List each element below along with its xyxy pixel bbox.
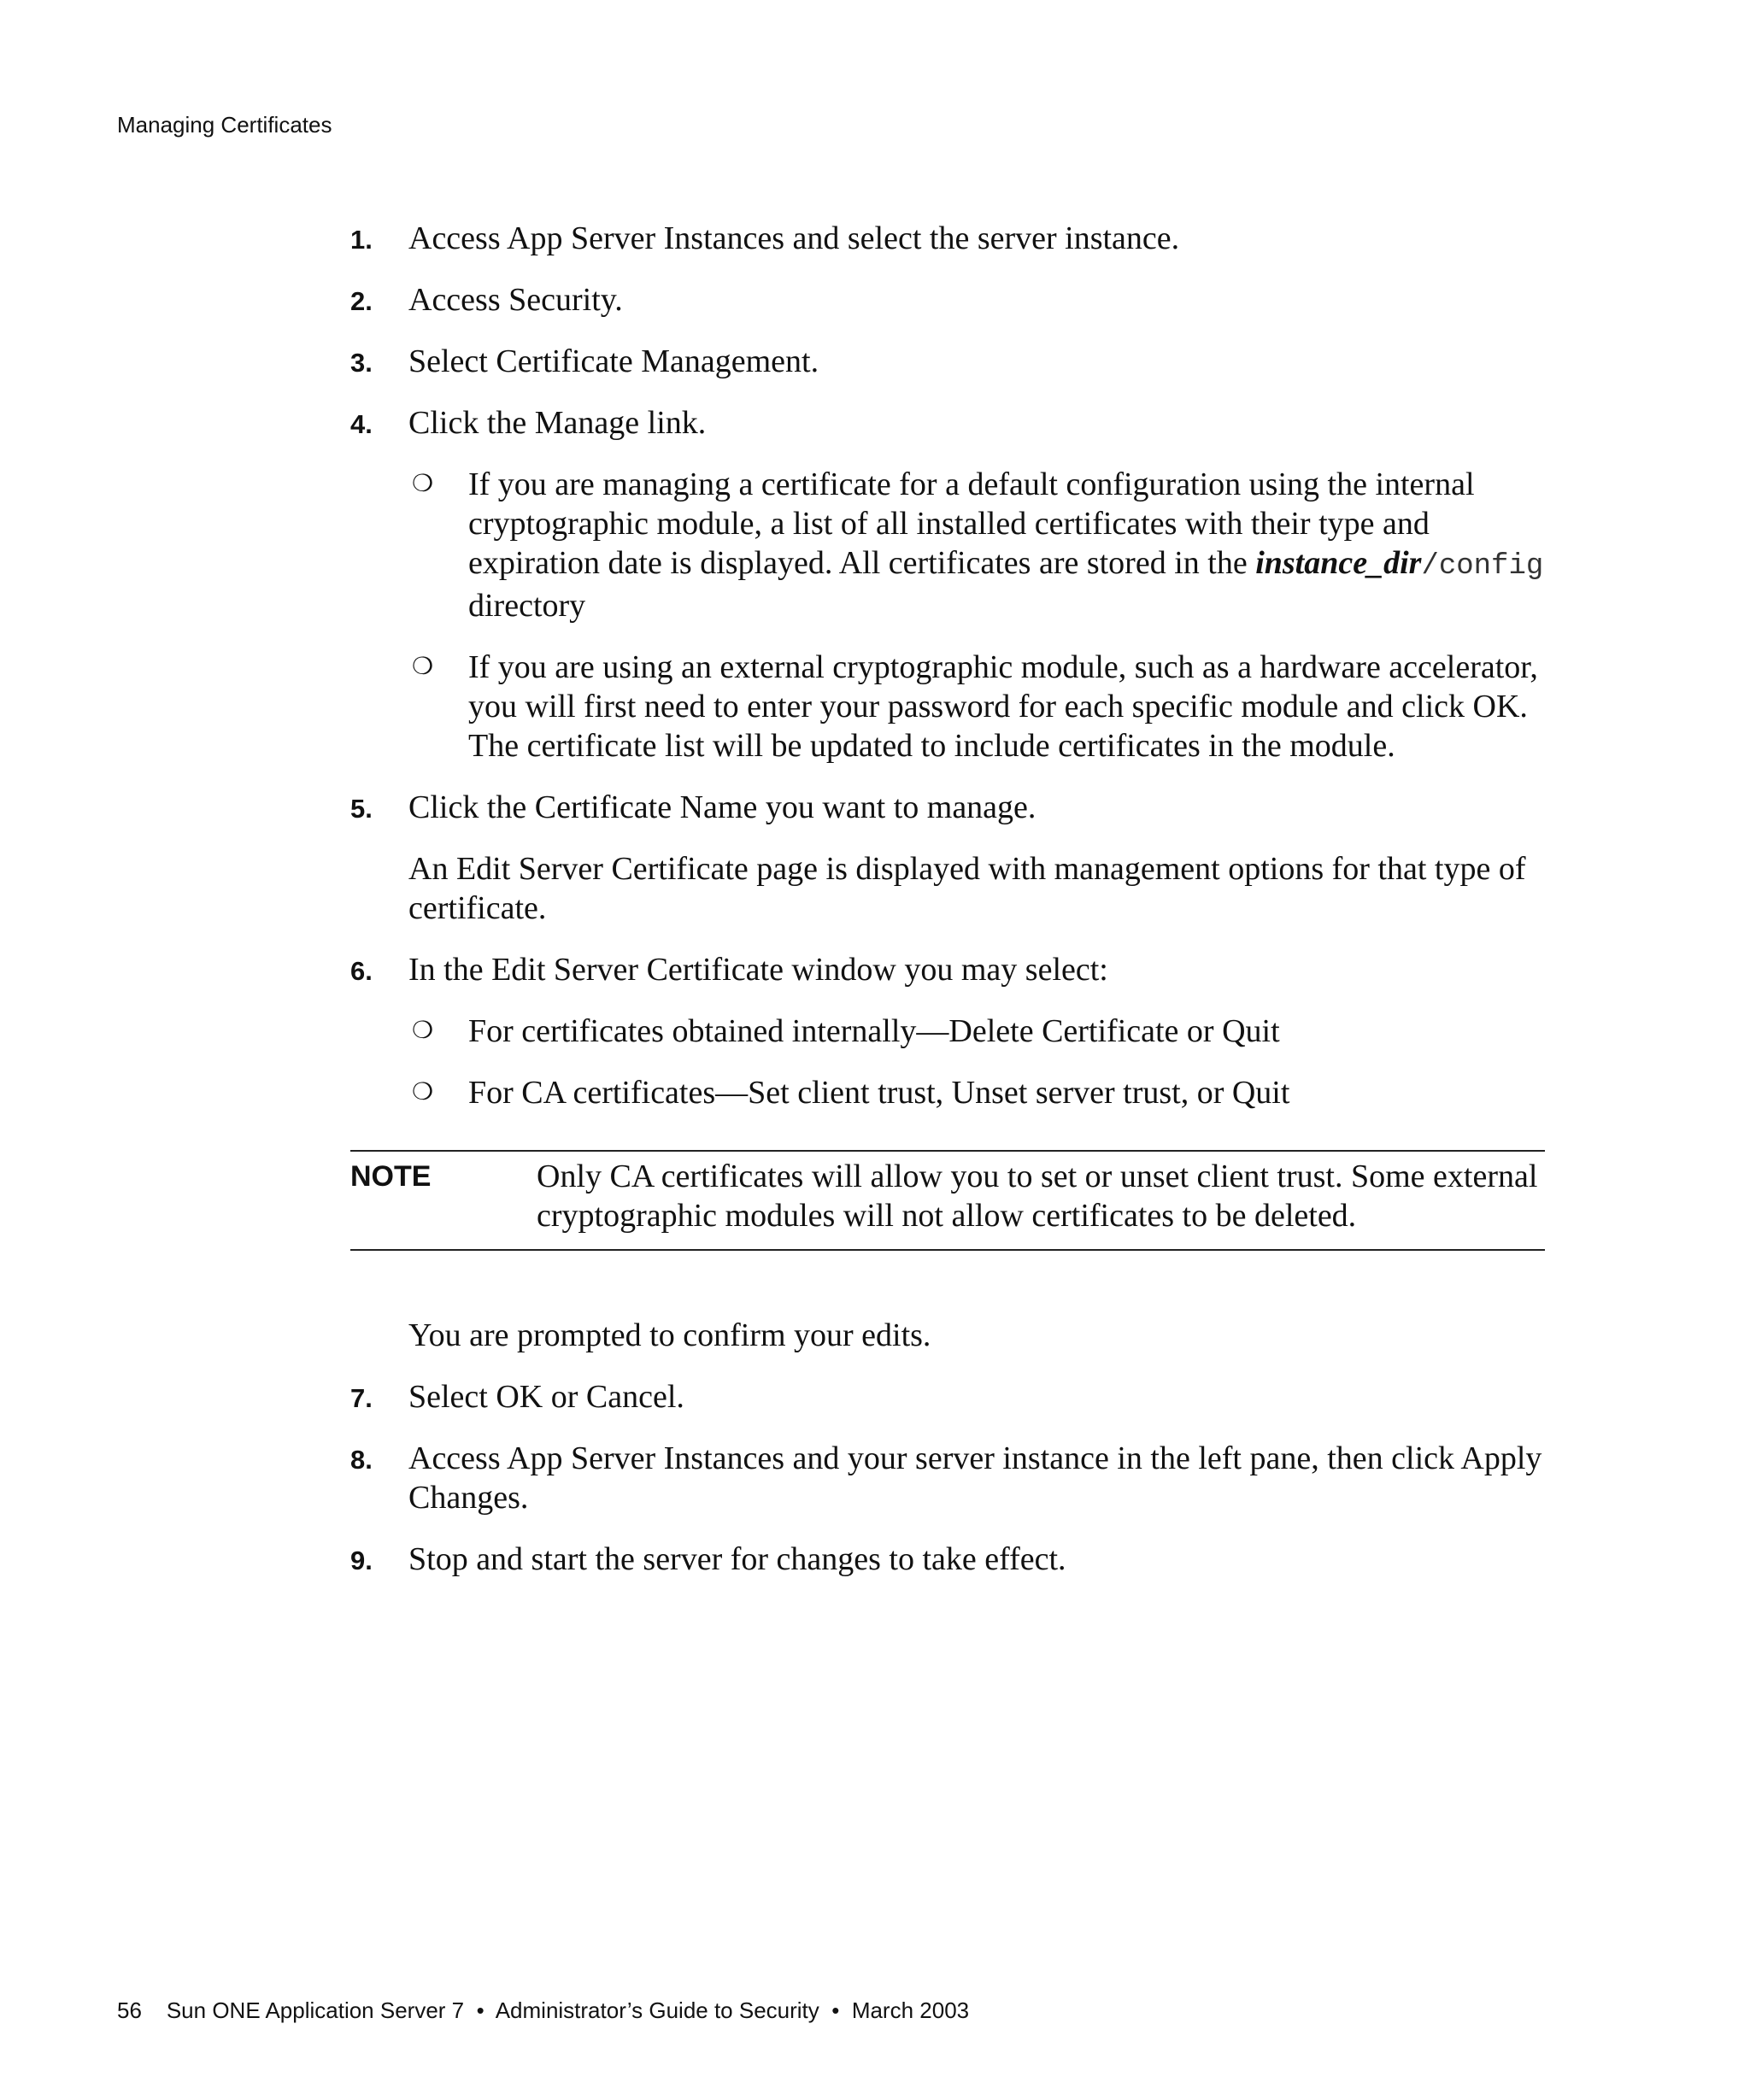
step-2 (350, 280, 1547, 320)
step-number: 4. (350, 409, 373, 439)
step-number: 7. (350, 1383, 373, 1413)
page-number: 56 (117, 1997, 142, 2023)
guide-title: Administrator’s Guide to Security (495, 1997, 819, 2023)
bullet-circle-icon: ❍ (412, 1079, 434, 1106)
note-label: NOTE (350, 1160, 432, 1193)
bullet-circle-icon: ❍ (412, 471, 434, 497)
step-number: 1. (350, 225, 373, 255)
step-number: 8. (350, 1445, 373, 1475)
step-6 (350, 950, 1547, 989)
note-box (350, 1150, 1545, 1251)
document-body (350, 219, 1547, 1601)
step-6-bullet-2 (350, 1073, 1547, 1112)
config-path-code: /config (1421, 550, 1544, 583)
step-5-description: An Edit Server Certificate page is displayed with management options for that type of certificate. (408, 851, 1526, 926)
step-7 (350, 1377, 1547, 1417)
confirm-paragraph: You are prompted to confirm your edits. (408, 1317, 931, 1353)
bullet-circle-icon: ❍ (412, 654, 434, 680)
bullet-text-tail: directory (468, 588, 586, 624)
footer-separator: • (831, 1997, 840, 2023)
bullet-text: If you are using an external cryptographic module, such as a hardware accelerator, you will first need to enter your password for each specific module and click OK. The certificate list will be updated to include certificates in the module. (468, 649, 1538, 764)
running-header: Managing Certificates (117, 112, 332, 138)
step-6-bullet-1 (350, 1012, 1547, 1051)
step-number: 6. (350, 956, 373, 986)
bullet-text: For CA certificates—Set client trust, Unset server trust, or Quit (468, 1075, 1290, 1111)
step-4-bullet-2 (350, 648, 1547, 766)
step-5 (350, 788, 1547, 827)
publication-date: March 2003 (851, 1997, 970, 2023)
step-4 (350, 403, 1547, 443)
book-title: Sun ONE Application Server 7 (166, 1997, 465, 2023)
step-9 (350, 1540, 1547, 1579)
bullet-circle-icon: ❍ (412, 1018, 434, 1044)
step-text: Access Security. (408, 282, 623, 318)
step-number: 5. (350, 794, 373, 824)
step-text: Select OK or Cancel. (408, 1379, 684, 1415)
instance-dir-variable: instance_dir (1255, 545, 1422, 581)
step-1 (350, 219, 1547, 258)
step-text: Click the Manage link. (408, 405, 707, 441)
step-text: Access App Server Instances and your server instance in the left pane, then click Apply Changes. (408, 1440, 1542, 1516)
step-number: 9. (350, 1546, 373, 1575)
step-number: 3. (350, 348, 373, 378)
footer-separator: • (476, 1997, 484, 2023)
step-8 (350, 1439, 1547, 1517)
bullet-text: If you are managing a certificate for a default configuration using the internal cryptographic module, a list of all installed certificates with their type and expiration date is displayed. All certificates are stored in the (468, 466, 1475, 581)
step-4-bullet-1 (350, 465, 1547, 625)
note-text: Only CA certificates will allow you to set or unset client trust. Some external cryptographic modules will not allow certificates to be deleted. (537, 1159, 1538, 1234)
step-number: 2. (350, 286, 373, 316)
step-text: Select Certificate Management. (408, 343, 819, 379)
page-footer (117, 1997, 969, 2023)
step-text: Access App Server Instances and select the server instance. (408, 220, 1180, 256)
step-text: Stop and start the server for changes to take effect. (408, 1541, 1066, 1577)
step-text: In the Edit Server Certificate window you may select: (408, 952, 1108, 988)
bullet-text: For certificates obtained internally—Delete Certificate or Quit (468, 1013, 1280, 1049)
step-3 (350, 342, 1547, 381)
step-text: Click the Certificate Name you want to manage. (408, 789, 1036, 825)
